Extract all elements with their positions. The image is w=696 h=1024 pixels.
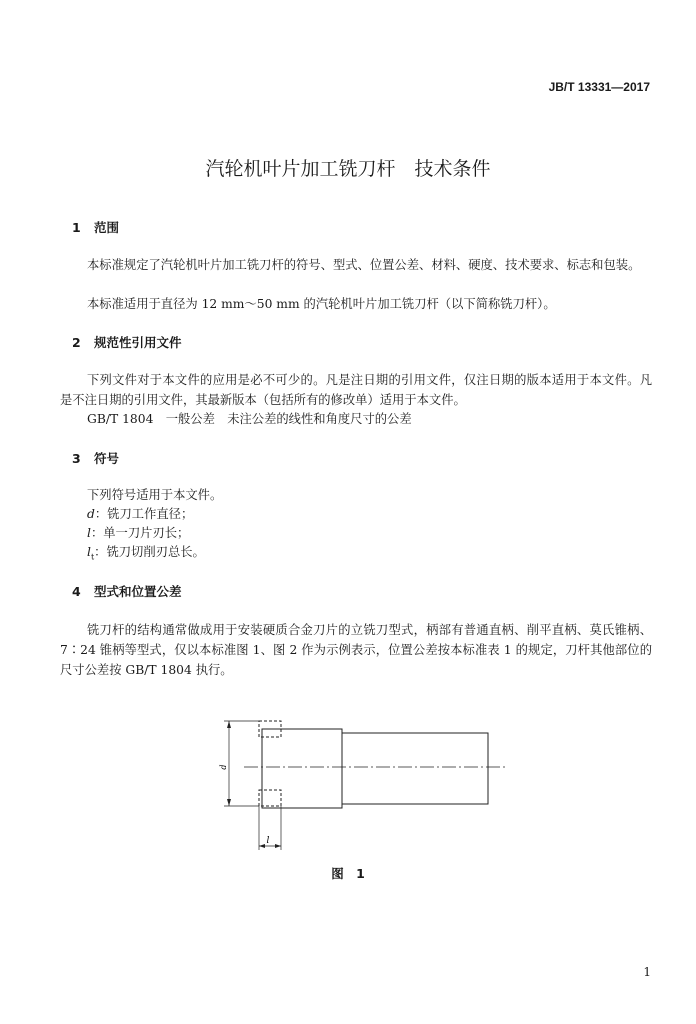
section-number: 3	[72, 451, 81, 466]
symbol-subscript: t	[90, 552, 95, 562]
symbol: l	[87, 526, 91, 540]
section-number: 2	[72, 335, 81, 350]
arrowhead	[275, 844, 281, 848]
section-4-paragraph-1: 铣刀杆的结构通常做成用于安装硬质合金刀片的立铣刀型式，柄部有普通直柄、削平直柄、莫氏锥柄、7∶24 锥柄等型式，仅以本标准图 1、图 2 作为示例表示，位置公差按本标准表 1 的规定，刀杆其他部位的尺寸公差按 GB/T 1804 执行。	[60, 623, 652, 677]
section-title: 规范性引用文件	[94, 335, 182, 350]
section-number: 1	[72, 220, 81, 235]
arrowhead	[259, 844, 265, 848]
cutter-head-outline	[262, 729, 342, 808]
document-title: 汽轮机叶片加工铣刀杆 技术条件	[205, 158, 491, 180]
section-1-paragraph-1: 本标准规定了汽轮机叶片加工铣刀杆的符号、型式、位置公差、材料、硬度、技术要求、标志和包装。	[87, 258, 641, 272]
figure-caption: 图 1	[331, 866, 365, 881]
section-2-paragraph-1: 下列文件对于本文件的应用是必不可少的。凡是注日期的引用文件，仅注日期的版本适用于本文件。凡是不注日期的引用文件，其最新版本（包括所有的修改单）适用于本文件。	[60, 373, 652, 407]
symbols-intro: 下列符号适用于本文件。	[87, 488, 223, 502]
section-title: 范围	[94, 220, 120, 235]
section-title: 符号	[94, 451, 120, 466]
diameter-label: d	[219, 764, 228, 770]
symbol: l	[87, 545, 91, 559]
arrowhead	[227, 799, 231, 806]
page-number: 1	[643, 965, 651, 979]
shank-outline	[342, 733, 488, 804]
symbol: d	[87, 507, 95, 521]
arrowhead	[227, 721, 231, 728]
section-1-paragraph-2: 本标准适用于直径为 12 mm～50 mm 的汽轮机叶片加工铣刀杆（以下简称铣刀杆）。	[87, 297, 556, 311]
section-number: 4	[72, 584, 81, 599]
section-title: 型式和位置公差	[94, 584, 182, 599]
symbol-description: ：铣刀工作直径；	[94, 507, 194, 521]
symbol-description: ：单一刀片刃长；	[90, 526, 190, 540]
standard-code: JB/T 13331—2017	[548, 80, 650, 94]
symbol-description: ：铣刀切削刃总长。	[94, 545, 205, 559]
length-label: l	[266, 836, 270, 846]
normative-reference: GB/T 1804 一般公差 未注公差的线性和角度尺寸的公差	[87, 412, 412, 426]
